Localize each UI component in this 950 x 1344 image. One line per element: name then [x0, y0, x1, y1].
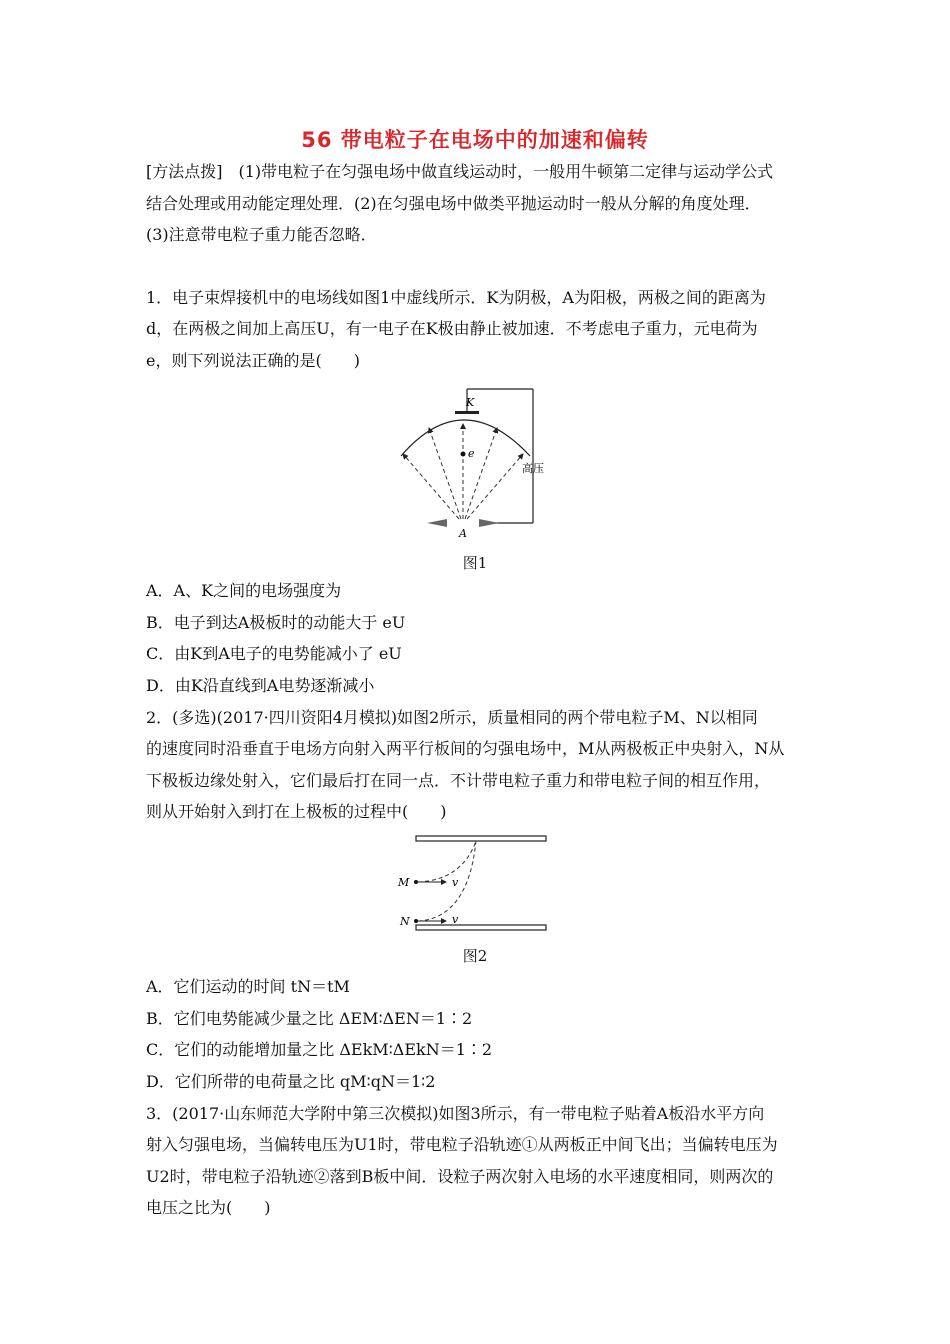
label-e: e: [468, 447, 475, 460]
figure-2: [392, 830, 562, 940]
method-line-1: [方法点拨] (1)带电粒子在匀强电场中做直线运动时，一般用牛顿第二定律与运动学公式: [146, 162, 774, 181]
q1-option-b: B．电子到达A极板时的动能大于 eU: [146, 613, 406, 632]
label-n: N: [400, 915, 410, 928]
label-a: A: [459, 527, 467, 540]
q2-line-4: 则从开始射入到打在上极板的过程中( ): [146, 802, 447, 821]
figure-1-caption: 图1: [462, 554, 488, 572]
q1-option-c: C．由K到A电子的电势能减小了 eU: [146, 644, 402, 663]
q2-option-d: D．它们所带的电荷量之比 qM∶qN＝1∶2: [146, 1072, 436, 1091]
q1-line-2: d，在两极之间加上高压U，有一电子在K极由静止被加速．不考虑电子重力，元电荷为: [146, 319, 758, 338]
q3-line-3: U2时，带电粒子沿轨迹②落到B板中间．设粒子两次射入电场的水平速度相同，则两次的: [146, 1167, 774, 1186]
q1-line-3: e，则下列说法正确的是( ): [146, 351, 360, 370]
figure-1: [395, 384, 565, 544]
q3-line-2: 射入匀强电场，当偏转电压为U1时，带电粒子沿轨迹①从两板正中间飞出；当偏转电压为: [146, 1135, 778, 1154]
label-m: M: [398, 876, 410, 889]
method-line-3: (3)注意带电粒子重力能否忽略．: [146, 225, 377, 244]
label-high-voltage: 高压: [522, 462, 544, 475]
q3-line-1: 3．(2017·山东师范大学附中第三次模拟)如图3所示，有一带电粒子贴着A板沿水平方向: [146, 1104, 765, 1123]
q2-line-2: 的速度同时沿垂直于电场方向射入两平行板间的匀强电场中，M从两极板正中央射入，N从: [146, 739, 785, 758]
q2-line-3: 下极板边缘处射入，它们最后打在同一点．不计带电粒子重力和带电粒子间的相互作用，: [146, 771, 771, 790]
q1-option-a: A．A、K之间的电场强度为: [146, 581, 342, 600]
q2-option-b: B．它们电势能减少量之比 ΔEM∶ΔEN＝1∶2: [146, 1009, 473, 1028]
page-title: 56 带电粒子在电场中的加速和偏转: [301, 128, 649, 152]
label-v-n: v: [452, 913, 459, 926]
q2-option-a: A．它们运动的时间 tN＝tM: [146, 977, 350, 996]
method-line-2: 结合处理或用动能定理处理．(2)在匀强电场中做类平抛运动时一般从分解的角度处理．: [146, 194, 761, 213]
q2-option-c: C．它们的动能增加量之比 ΔEkM∶ΔEkN＝1∶2: [146, 1040, 493, 1059]
q1-option-d: D．由K沿直线到A电势逐渐减小: [146, 676, 375, 695]
q1-line-1: 1．电子束焊接机中的电场线如图1中虚线所示．K为阴极，A为阳极，两极之间的距离为: [146, 288, 766, 307]
label-k: K: [466, 396, 475, 409]
figure-2-caption: 图2: [462, 947, 488, 965]
q2-line-1: 2．(多选)(2017·四川资阳4月模拟)如图2所示，质量相同的两个带电粒子M、N以相同: [146, 708, 758, 727]
q3-line-4: 电压之比为( ): [146, 1198, 271, 1217]
label-v-m: v: [452, 876, 459, 889]
